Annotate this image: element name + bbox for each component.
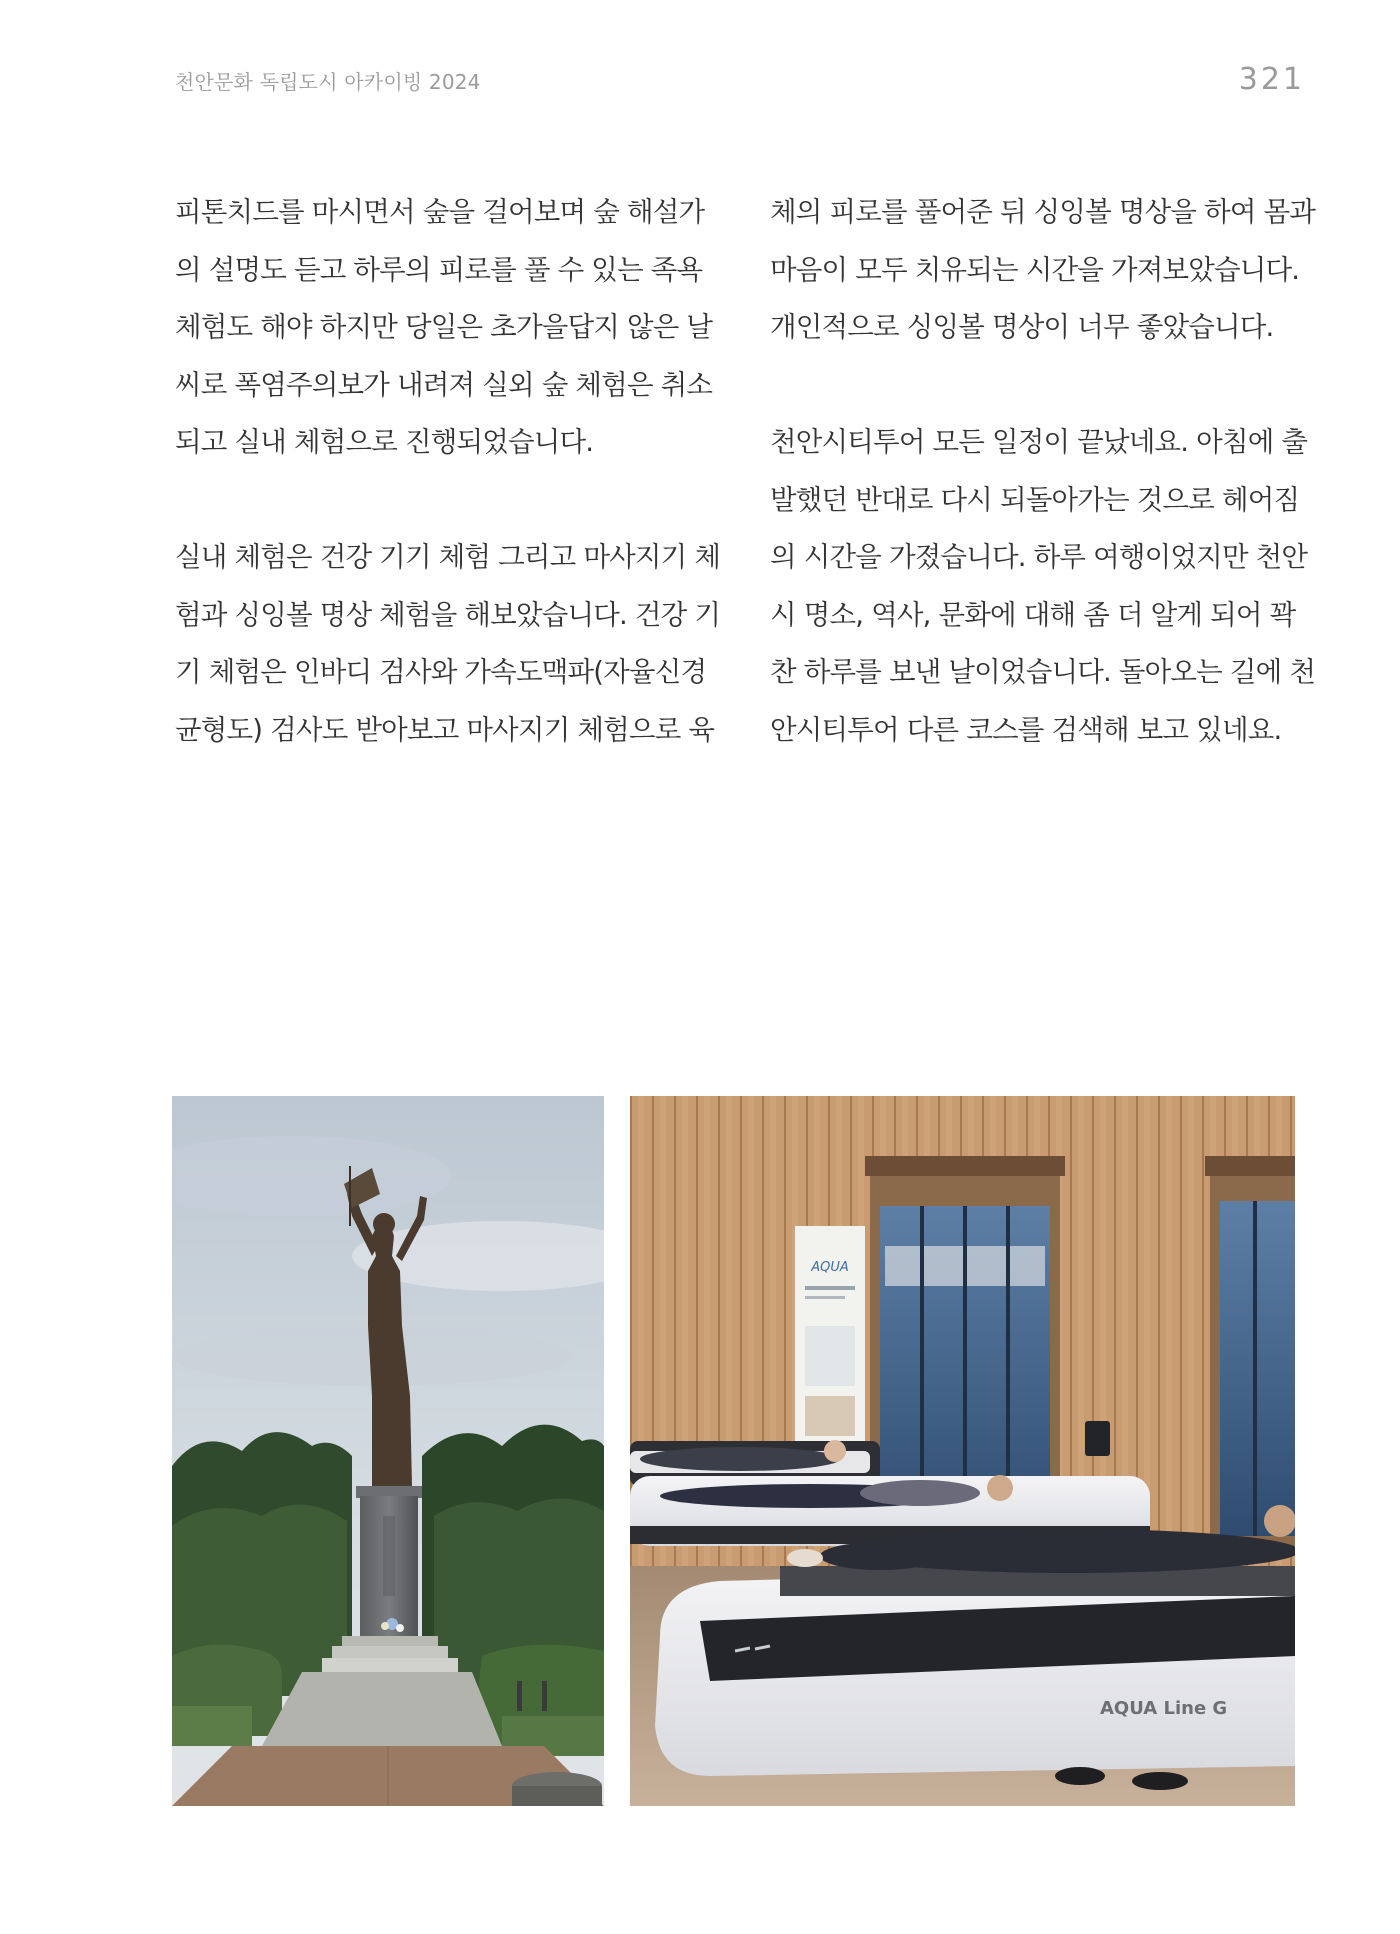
text-line: 개인적으로 싱잉볼 명상이 너무 좋았습니다. (770, 311, 1274, 343)
massage-room-illustration (630, 1096, 1295, 1806)
text-line: 험과 싱잉볼 명상 체험을 해보았습니다. 건강 기 (175, 598, 721, 631)
poster-brand: AQUA (811, 1260, 849, 1275)
text-line: 실내 체험은 건강 기기 체험 그리고 마사지기 체 (175, 541, 721, 573)
text-line: 시 명소, 역사, 문화에 대해 좀 더 알게 되어 꽉 (770, 598, 1296, 631)
page-number: 321 (1238, 62, 1305, 97)
text-line: 균형도) 검사도 받아보고 마사지기 체험으로 육 (175, 713, 715, 746)
right-text-column (770, 184, 1316, 817)
running-title: 천안문화 독립도시 아카이빙 2024 (175, 70, 481, 94)
text-line: 피톤치드를 마시면서 숲을 걸어보며 숲 해설가 (175, 196, 705, 228)
monument-illustration (172, 1096, 604, 1806)
paragraph-forest (175, 184, 713, 472)
photo-massage-room (630, 1096, 1295, 1806)
text-line: 발했던 반대로 다시 되돌아가는 것으로 헤어짐 (770, 483, 1300, 516)
text-line: 씨로 폭염주의보가 내려져 실외 숲 체험은 취소 (175, 368, 713, 401)
text-line: 체의 피로를 풀어준 뒤 싱잉볼 명상을 하여 몸과 (770, 196, 1316, 228)
paragraph-meditation (770, 184, 1316, 357)
text-line: 마음이 모두 치유되는 시간을 가져보았습니다. (770, 253, 1300, 286)
text-line: 의 설명도 듣고 하루의 피로를 풀 수 있는 족욕 (175, 253, 703, 286)
text-line: 찬 하루를 보낸 날이었습니다. 돌아오는 길에 천 (770, 656, 1316, 688)
text-line: 체험도 해야 하지만 당일은 초가을답지 않은 날 (175, 311, 713, 343)
text-line: 천안시티투어 모든 일정이 끝났네요. 아침에 출 (770, 426, 1308, 458)
paragraph-indoor (175, 529, 721, 759)
text-line: 기 체험은 인바디 검사와 가속도맥파(자율신경 (175, 656, 707, 688)
machine-label: AQUA Line G (1100, 1698, 1228, 1719)
paragraph-tour-end (770, 414, 1316, 759)
text-line: 의 시간을 가졌습니다. 하루 여행이었지만 천안 (770, 541, 1308, 573)
text-line: 되고 실내 체험으로 진행되었습니다. (175, 426, 594, 458)
text-line: 안시티투어 다른 코스를 검색해 보고 있네요. (770, 713, 1282, 746)
photo-monument (172, 1096, 604, 1806)
left-text-column (175, 184, 721, 817)
